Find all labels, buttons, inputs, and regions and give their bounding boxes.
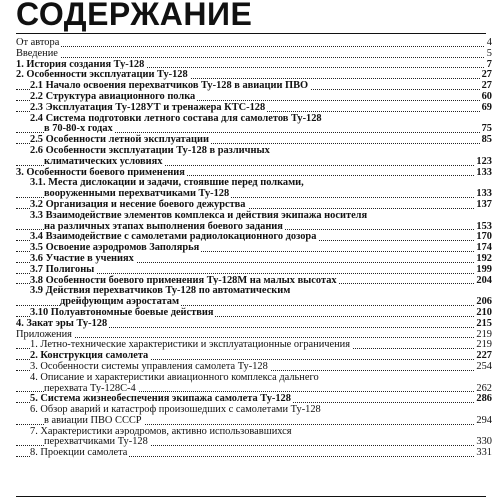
- toc-entry-title-cont: дрейфующим аэростатам: [60, 296, 180, 308]
- toc-entry-title-cont: в 70-80-х годах: [44, 123, 113, 135]
- toc-entry-title: 2.6 Особенности эксплуатации Ту-128 в различных: [30, 144, 270, 156]
- toc-entry-title-cont: климатических условиях: [44, 155, 163, 167]
- toc-page-number: 219: [476, 339, 492, 351]
- toc-page-number: 210: [476, 306, 492, 318]
- toc-page-number: 286: [476, 393, 492, 405]
- toc-page-number: 60: [481, 90, 492, 102]
- toc-entry[interactable]: [16, 103, 492, 114]
- toc-page-number: 199: [476, 263, 492, 275]
- toc-entry-title: 3.9 Действия перехватчиков Ту-128 по автоматическим: [30, 285, 291, 297]
- toc-page-number: 330: [476, 436, 492, 448]
- toc-entry-title: 5. Система жизнеобеспечения экипажа самолета Ту-128: [30, 393, 291, 405]
- toc-page-number: 75: [481, 123, 492, 135]
- toc-entry[interactable]: [16, 38, 492, 49]
- toc-entry-title: Приложения: [16, 328, 72, 340]
- toc-entry-title-cont: в авиации ПВО СССР: [44, 414, 142, 426]
- toc-page-number: 204: [476, 274, 492, 286]
- toc-entry-title: 1. Летно-технические характеристики и эксплуатационные ограничения: [30, 339, 351, 351]
- toc-page-number: 215: [476, 317, 492, 329]
- toc-entry-title-cont: перехвата Ту-128С-4: [44, 382, 136, 394]
- toc-entry[interactable]: [16, 319, 492, 330]
- toc-page-number: 27: [481, 69, 492, 81]
- table-of-contents: [16, 38, 492, 459]
- toc-entry-title: 7. Характеристики аэродромов, активно использовавшихся: [30, 425, 292, 437]
- toc-entry-title: 2.4 Система подготовки летного состава для самолетов Ту-128: [30, 112, 322, 124]
- toc-page-number: 27: [481, 80, 492, 92]
- toc-page-number: 69: [481, 101, 492, 113]
- toc-entry-title: Введение: [16, 47, 58, 59]
- toc-entry-title: 2.2 Структура авиационного полка: [30, 90, 196, 102]
- toc-entry[interactable]: [16, 448, 492, 459]
- toc-page-number: 219: [476, 328, 492, 340]
- toc-entry-title: 3.10 Полуавтономные боевые действия: [30, 306, 214, 318]
- toc-entry-title-cont: перехватчиками Ту-128: [44, 436, 148, 448]
- toc-entry-title: 3.5 Освоение аэродромов Заполярья: [30, 242, 200, 254]
- toc-entry-title: 3.7 Полигоны: [30, 263, 95, 275]
- toc-entry-title: 3.4 Взаимодействие с самолетами радиолокационного дозора: [30, 231, 317, 243]
- toc-entry-line1: [16, 373, 492, 384]
- toc-page-number: 227: [476, 350, 492, 362]
- toc-page-number: 123: [476, 155, 492, 167]
- toc-entry-title: 3.1. Места дислокации и задачи, стоявшие перед полками,: [30, 177, 304, 189]
- toc-entry-title: 3.8 Особенности боевого применения Ту-128М на малых высотах: [30, 274, 337, 286]
- toc-entry-title: 3. Особенности системы управления самолета Ту-128: [30, 360, 268, 372]
- toc-page-number: 294: [476, 414, 492, 426]
- toc-page-number: 206: [476, 296, 492, 308]
- toc-entry-title: От автора: [16, 37, 60, 48]
- toc-entry-title-cont: вооруженными перехватчиками Ту-128: [44, 188, 230, 200]
- toc-entry-title: 2.1 Начало освоения перехватчиков Ту-128 в авиации ПВО: [30, 80, 309, 92]
- toc-page-number: 174: [476, 242, 492, 254]
- toc-entry-title: 8. Проекции самолета: [30, 447, 128, 459]
- toc-page-number: 192: [476, 252, 492, 264]
- title-rule: [16, 33, 486, 34]
- leader-dots: [16, 57, 492, 58]
- toc-entry-title: 4. Закат эры Ту-128: [16, 317, 108, 329]
- toc-entry-title-cont: на различных этапах выполнения боевого задания: [44, 220, 283, 232]
- toc-page-number: 331: [476, 447, 492, 459]
- toc-entry-title: 2. Конструкция самолета: [30, 350, 149, 362]
- toc-page-number: 262: [476, 382, 492, 394]
- toc-page-number: 7: [486, 58, 492, 70]
- toc-entry[interactable]: [16, 49, 492, 60]
- toc-page-number: 170: [476, 231, 492, 243]
- toc-entry-title: 6. Обзор аварий и катастроф произошедших с самолетами Ту-128: [30, 404, 321, 416]
- toc-page-number: 85: [481, 134, 492, 146]
- toc-page-number: 133: [476, 188, 492, 200]
- bottom-rule: [16, 496, 486, 497]
- toc-entry-title: 2. Особенности эксплуатации Ту-128: [16, 69, 188, 81]
- toc-entry-title: 3.3 Взаимодействие элементов комплекса и действия экипажа носителя: [30, 209, 368, 221]
- toc-entry[interactable]: [16, 157, 492, 168]
- toc-entry-title: 4. Описание и характеристики авиационного комплекса дальнего: [30, 371, 319, 383]
- leader-dots: [16, 46, 492, 47]
- toc-entry-title: 2.5 Особенности летной эксплуатации: [30, 134, 209, 146]
- toc-entry-title: 2.3 Эксплуатация Ту-128УТ и тренажера КТС-128: [30, 101, 266, 113]
- toc-page-number: 133: [476, 166, 492, 178]
- toc-page-number: 4: [486, 37, 492, 48]
- toc-entry-title: 3. Особенности боевого применения: [16, 166, 185, 178]
- toc-entry-line1: [16, 211, 492, 222]
- toc-entry-title: 1. История создания Ту-128: [16, 58, 145, 70]
- toc-page-number: 254: [476, 360, 492, 372]
- toc-page-number: 153: [476, 220, 492, 232]
- page-title: СОДЕРЖАНИЕ: [16, 0, 253, 32]
- toc-page-number: 5: [486, 47, 492, 59]
- toc-entry[interactable]: [16, 265, 492, 276]
- toc-page-number: 137: [476, 198, 492, 210]
- toc-entry-title: 3.6 Участие в учениях: [30, 252, 134, 264]
- toc-entry-title: 3.2 Организация и несение боевого дежурства: [30, 198, 246, 210]
